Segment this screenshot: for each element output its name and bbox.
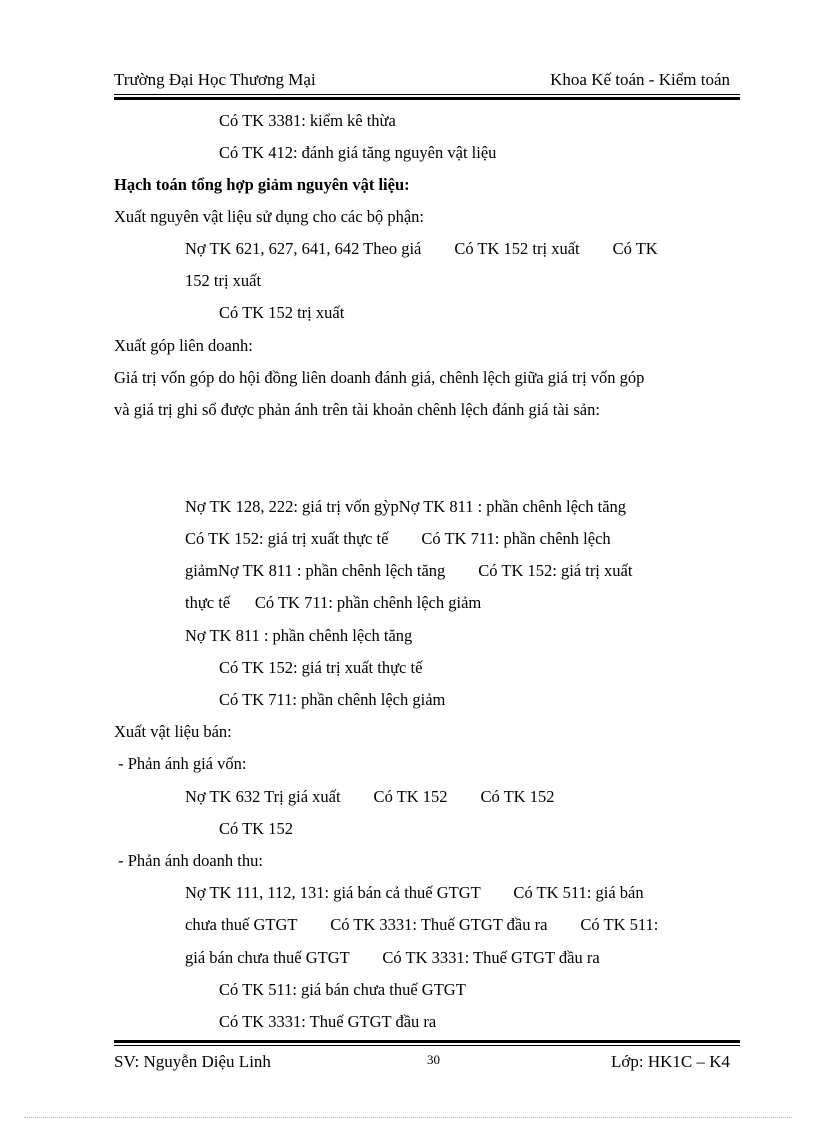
text-line: Giá trị vốn góp do hội đồng liên doanh đánh giá, chênh lệch giữa giá trị vốn góp <box>114 368 645 387</box>
page-number: 30 <box>427 1052 440 1067</box>
text-line: giá bán chưa thuế GTGT Có TK 3331: Thuế GTGT đầu ra <box>185 948 600 967</box>
text-line: - Phản ánh giá vốn: <box>114 754 247 773</box>
text-line: và giá trị ghi sổ được phản ánh trên tài khoản chênh lệch đánh giá tài sản: <box>114 400 600 419</box>
text-line: 152 trị xuất <box>185 271 262 290</box>
text-line: Có TK 412: đánh giá tăng nguyên vật liệu <box>219 143 497 162</box>
text-line: Nợ TK 111, 112, 131: giá bán cả thuế GTGT Có TK 511: giá bán <box>185 883 644 902</box>
header-rule-thick <box>114 97 740 100</box>
text-line: Có TK 711: phần chênh lệch giảm <box>219 690 446 709</box>
header-school: Trường Đại Học Thương Mại <box>114 70 316 89</box>
text-line: Có TK 3331: Thuế GTGT đầu ra <box>219 1012 437 1031</box>
header-rule-thin <box>114 94 740 95</box>
text-line: giảmNợ TK 811 : phần chênh lệch tăng Có TK 152: giá trị xuất <box>185 561 633 580</box>
footer-student: SV: Nguyễn Diệu Linh <box>114 1052 271 1071</box>
text-line: Có TK 152 <box>219 819 293 838</box>
section-heading: Hạch toán tổng hợp giảm nguyên vật liệu: <box>114 175 410 194</box>
text-line: Có TK 152 trị xuất <box>219 303 345 322</box>
text-line: Xuất vật liệu bán: <box>114 722 232 741</box>
text-line: Có TK 152: giá trị xuất thực tế <box>219 658 423 677</box>
footer-rule-thin <box>114 1045 740 1046</box>
text-line: - Phản ánh doanh thu: <box>114 851 263 870</box>
footer-class: Lớp: HK1C – K4 <box>610 1052 730 1071</box>
text-line: chưa thuế GTGT Có TK 3331: Thuế GTGT đầu ra Có TK 511: <box>185 915 659 934</box>
footer-rule-thick <box>114 1040 740 1043</box>
text-line: Xuất nguyên vật liệu sử dụng cho các bộ phận: <box>114 207 424 226</box>
text-line: thực tế Có TK 711: phần chênh lệch giảm <box>185 593 482 612</box>
text-line: Xuất góp liên doanh: <box>114 336 253 355</box>
text-line: Nợ TK 632 Trị giá xuất Có TK 152 Có TK 152 <box>185 787 555 806</box>
text-line: Nợ TK 621, 627, 641, 642 Theo giá Có TK 152 trị xuất Có TK <box>185 239 658 258</box>
page-edge-dotted <box>24 1117 792 1118</box>
text-line: Nợ TK 128, 222: giá trị vốn gỳpNợ TK 811 : phần chênh lệch tăng <box>185 497 627 516</box>
text-line: Nợ TK 811 : phần chênh lệch tăng <box>185 626 413 645</box>
text-line: Có TK 152: giá trị xuất thực tế Có TK 711: phần chênh lệch <box>185 529 611 548</box>
text-line: Có TK 511: giá bán chưa thuế GTGT <box>219 980 466 999</box>
header-faculty: Khoa Kế toán - Kiểm toán <box>550 70 730 89</box>
text-line: Có TK 3381: kiểm kê thừa <box>219 111 396 130</box>
